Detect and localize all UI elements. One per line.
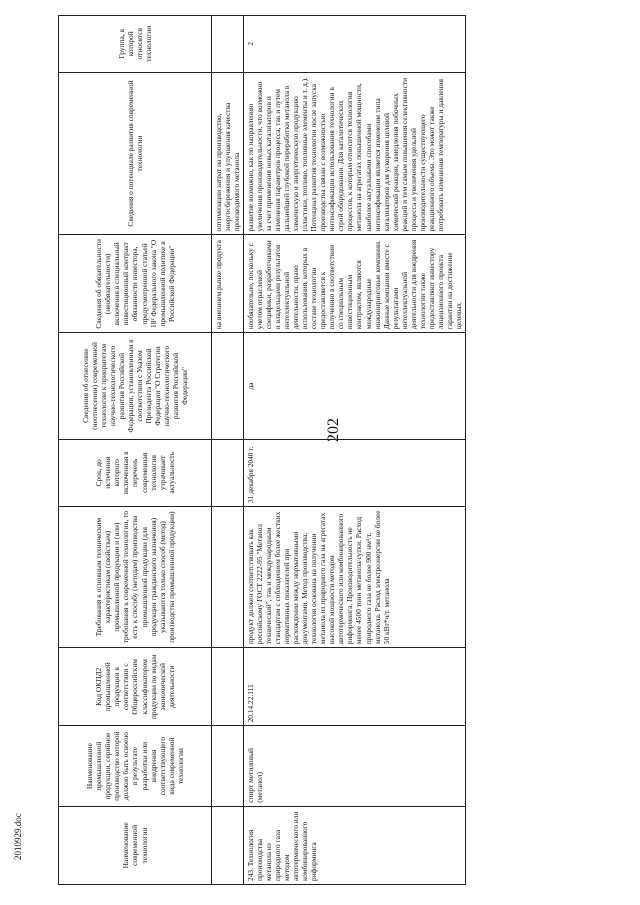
technology-table — [58, 15, 466, 885]
row-number: 243. — [246, 868, 256, 881]
header-requirements: Требования к основным техническим характеристикам (свойствам) промышленной продукции и (или) требования к современной технологии, то есть к способу (методам) производства промышленной продукции (для продукции гражданского назначения) указываются только способ (метод) производства промышленной продукции) — [59, 507, 212, 648]
header-technology: Наименование современной технологии — [59, 806, 212, 884]
cell-technology — [244, 806, 466, 884]
cell-potential: развитие возможно, как по направлению увеличения производительности, что возможно за счет применения новых катализаторов и изменения параметров процесса, так и путем дальнейшей глубокой переработки метанола в химическую и энергетическую продукцию (пластики, топливо, топливные элементы и т. д.). Потенциал развития технологии после запуска производства связан с возможностью интенсификации использования технологии в строй оборудовании. Для каталитических процессов, к которым относится технология метанола на агрегатах повышенной мощности, наиболее актуальными способами интенсификации является изменение типа катализаторов для ускорения целевой химической реакции, замедления побочных реакций и тем самым повышения селективности процесса и увеличения удельной производительности существующего реакционного объема. Это может также потребовать изменения температуры и давления — [244, 72, 466, 235]
cell-deadline: 31 декабря 2040 г. — [244, 439, 466, 506]
table-row-continuation — [212, 16, 244, 885]
footer-filename: 2010929.doc — [13, 813, 23, 860]
page-number: 202 — [325, 418, 342, 442]
cell-requirements: продукт должен соответствовать как российскому ГОСТ 2222-95 "Метанол технический", так и международным стандартам с соблюдением более жестких нормативных показателей при расхождении между нормативными документами. Метод производства: технология основана на получении метанола из природного газа на агрегатах высокой мощности методом автотермического или комбинированного риформинга. Производительность не менее 4500 тонн метанола/сутки. Расход природного газа не более 900 нм³/т. метанола. Расход электроэнергии не более 50 кВт*ч/т. метанола — [244, 507, 466, 648]
document-sheet — [58, 15, 623, 885]
table-header-row — [59, 16, 212, 885]
header-obligation: Сведения об обязательности (необязательности) включения в специальный инвестиционный контракт обязанности инвестора, предусмотренной статьей 18² Федерального закона "О промышленной политике в Российской Федерации" — [59, 235, 212, 333]
cell-obligation: необязательно, поскольку с учетом отраслевой специфики, разработчиками и владельцами результатов интеллектуальной деятельности, право использования, которых в составе технологии предоставляется к получению в соответствии со специальным инвестиционным контрактом, являются международные инжиниринговые компании. Данные компании вместе с результатами интеллектуальной деятельности для внедрения технологии также предоставляют инвестору лицензионного проекта гарантии на достижение целевых — [244, 235, 466, 333]
cell-priority: да — [244, 333, 466, 439]
header-potential: Сведения о потенциале развития современной технологии — [59, 72, 212, 235]
technology-name: Технология производства метанола из природного газа методом автотермического или комбинированного риформинга — [246, 811, 319, 881]
continued-potential: оптимизации затрат на производство, энергосбережения и улучшения качества производимого метанола — [212, 72, 244, 235]
header-priority: Сведения об отнесении (неотнесении) современной технологии к приоритетам научно-технологического развития Российской Федерации, установленным в соответствии с Указом Президента Российской Федерации "О Стратегии научно-технологического развития Российской Федерации" — [59, 333, 212, 439]
continued-obligation: на внешнем рынке продукта — [212, 235, 244, 333]
cell-okpd: 20.14.22.111 — [244, 648, 466, 726]
header-group: Группа, в которой относятся технологии — [59, 16, 212, 73]
header-deadline: Срок, до истечения которого включенная в перечень современная технология утрачивает актуальность — [59, 439, 212, 506]
header-okpd: Код ОКПД2 промышленной продукции в соответствии с Общероссийским классификатором продукции по видам экономической деятельности — [59, 648, 212, 726]
cell-group: 2 — [244, 16, 466, 73]
table-row — [244, 16, 466, 885]
cell-product: спирт метиловый (метанол) — [244, 726, 466, 806]
header-product: Наименование промышленной продукции, серийное производство которой должно быть освоено в результате разработки или внедрения соответствующего вида современной технологии — [59, 726, 212, 806]
